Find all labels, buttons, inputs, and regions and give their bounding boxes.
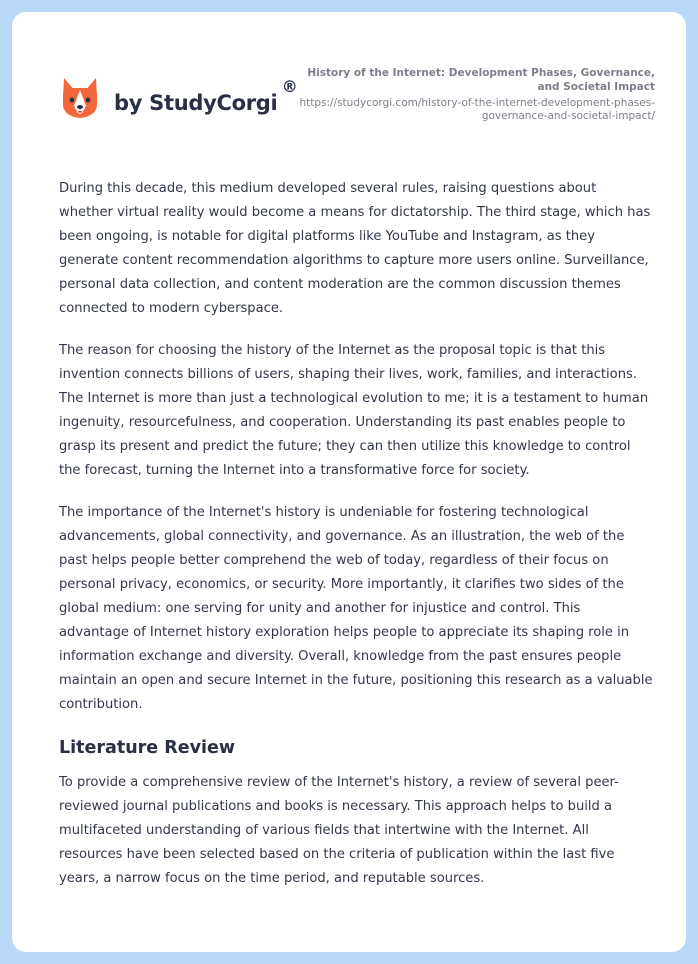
document-meta [295, 66, 655, 123]
paragraph: The importance of the Internet's history is undeniable for fostering technological advancements, global connectivity, and governance. As an illustration, the web of the past helps people better comprehend the web of today, regardless of their focus on personal privacy, economics, or security. More importantly, it clarifies two sides of the global medium: one serving for unity and another for injustice and control. This advantage of Internet history exploration helps people to appreciate its shaping role in information exchange and diversity. Overall, knowledge from the past ensures people maintain an open and secure Internet in the future, positioning this research as a valuable contribution. [59, 505, 653, 712]
document-page [12, 12, 686, 952]
paragraph: To provide a comprehensive review of the Internet's history, a review of several peer-reviewed journal publications and books is necessary. This approach helps to build a multifaceted understanding of various fields that intertwine with the Internet. All resources have been selected based on the criteria of publication within the last five years, a narrow focus on the time period, and reputable sources. [59, 775, 619, 886]
registered-mark: ® [281, 77, 298, 96]
document-url[interactable]: https://studycorgi.com/history-of-the-internet-development-phases-governance-and-societal-impact/ [299, 97, 655, 122]
document-body [59, 177, 653, 909]
paragraph: During this decade, this medium developed several rules, raising questions about whether virtual reality would become a means for dictatorship. The third stage, which has been ongoing, is notable for digital platforms like YouTube and Instagram, as they generate content recommendation algorithms to capture more users online. Surveillance, personal data collection, and content moderation are the common discussion themes connected to modern cyberspace. [59, 181, 651, 316]
brand-text: by StudyCorgi [114, 91, 278, 115]
paragraph: The reason for choosing the history of the Internet as the proposal topic is that this invention connects billions of users, shaping their lives, work, families, and interactions. The Internet is more than just a technological evolution to me; it is a testament to human ingenuity, resourcefulness, and cooperation. Understanding its past enables people to grasp its present and predict the future; they can then utilize this knowledge to control the forecast, turning the Internet into a transformative force for society. [59, 343, 649, 478]
document-title: History of the Internet: Development Phases, Governance, and Societal Impact [307, 67, 655, 93]
section-heading: Literature Review [59, 738, 236, 758]
corgi-logo-icon [60, 76, 100, 120]
studycorgi-logo[interactable] [60, 76, 298, 120]
brand-name [114, 77, 298, 115]
